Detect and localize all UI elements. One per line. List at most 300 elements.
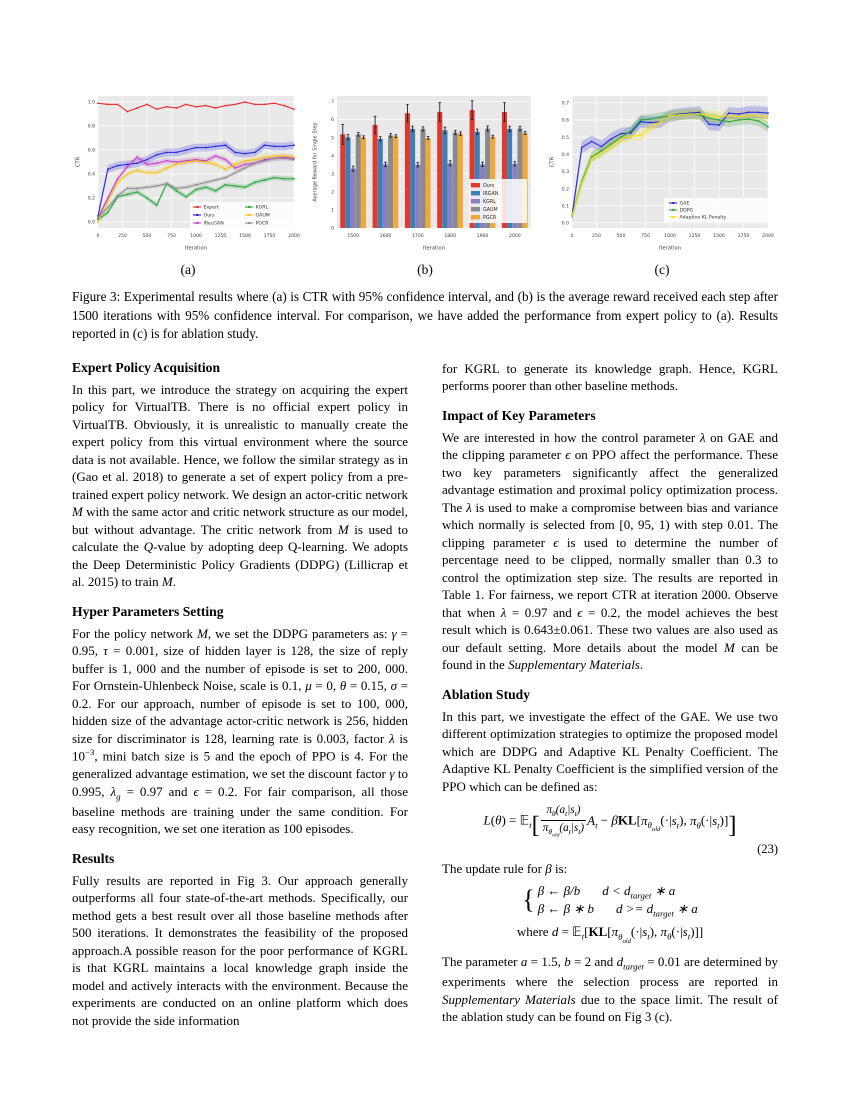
paragraph-expert-policy xyxy=(72,381,408,591)
reference-supplementary-materials: Supplementary Materials xyxy=(508,657,640,673)
data-point xyxy=(767,126,769,128)
heading-impact-of-key-parameters: Impact of Key Parameters xyxy=(442,407,596,423)
equation-23 xyxy=(442,804,778,856)
math-mu: μ xyxy=(305,678,312,694)
data-point xyxy=(274,158,276,160)
bar xyxy=(361,137,366,228)
math-M: M xyxy=(724,639,735,655)
math-b: b xyxy=(564,953,571,969)
bar xyxy=(393,136,398,228)
data-point xyxy=(601,150,603,152)
bar xyxy=(442,130,447,228)
legend-marker xyxy=(196,206,198,208)
chart-text: Expert xyxy=(203,205,219,211)
data-point xyxy=(244,164,246,166)
heading-results: Results xyxy=(72,850,115,866)
chart-text: CTR xyxy=(549,156,556,168)
text-run: = 0.95, xyxy=(72,625,408,659)
chart-text: 250 xyxy=(592,234,601,239)
data-point xyxy=(718,116,720,118)
data-point xyxy=(254,162,256,164)
data-point xyxy=(117,178,119,180)
chart-text: DDPG xyxy=(679,208,694,214)
chart-text: 1000 xyxy=(664,234,676,239)
math-epsilon: ϵ xyxy=(577,604,583,620)
data-point xyxy=(254,182,256,184)
chart-text: IRecGAN xyxy=(203,221,224,227)
data-point xyxy=(571,215,573,217)
chart-text: 4 xyxy=(331,154,334,160)
chart-text: 0.1 xyxy=(561,204,569,210)
chart-text: 0.7 xyxy=(561,101,569,107)
paragraph-kgrl-continued: for KGRL to generate its knowledge graph. Hence, KGRL performs poorer than other baseline methods. xyxy=(442,361,778,394)
data-point xyxy=(293,178,295,180)
data-point xyxy=(283,178,285,180)
data-point xyxy=(127,164,128,166)
chart-text: 0.2 xyxy=(561,187,569,193)
paragraph-update-rule xyxy=(442,860,778,877)
paragraph-results: Fully results are reported in Fig 3. Our approach generally outperforms all four state-of-the-art methods. Specifically, our method gets a best result over all those baseline methods after 500 iterations. It demonstrates the feasibility of the proposed approach.A possible reason for the poor performance of KGRL is that KGRL maintains a local knowledge graph inside the model and actively interacts with the environment. Because the experiments are conducted on an online platform which does not provide the side information xyxy=(72,872,408,1028)
text-run: = 1.5, xyxy=(527,953,565,969)
chart-text: 0.6 xyxy=(87,148,95,154)
data-point xyxy=(205,147,207,149)
data-point xyxy=(215,190,217,192)
data-point xyxy=(156,185,158,187)
math-gamma: γ xyxy=(389,766,395,782)
data-point xyxy=(293,159,295,161)
case-row-2: β ← β ∗ b $d >= d_{target}$ ∗ a xyxy=(537,900,698,919)
bar xyxy=(437,112,442,228)
data-point xyxy=(195,160,197,162)
bar xyxy=(458,134,463,228)
legend-marker xyxy=(248,206,250,208)
chart-a-container xyxy=(72,90,304,252)
legend-swatch xyxy=(471,199,480,203)
sublabel-b: (b) xyxy=(417,262,433,277)
data-point xyxy=(176,164,178,166)
legend-marker xyxy=(672,216,674,218)
data-point xyxy=(176,190,178,192)
math-epsilon: ϵ xyxy=(193,783,199,799)
data-point xyxy=(97,102,99,104)
equation-beta-update xyxy=(442,877,778,945)
text-run: with the same actor and critic network structure as our model, but without advantage. The critic network from xyxy=(72,504,408,537)
data-point xyxy=(127,166,128,168)
data-point xyxy=(195,189,197,191)
data-point xyxy=(234,164,236,166)
data-point xyxy=(748,115,750,117)
data-point xyxy=(757,115,759,117)
math-theta: θ xyxy=(339,678,347,694)
math-lambda: λ xyxy=(466,499,472,515)
data-point xyxy=(679,114,681,116)
text-run: For the policy network xyxy=(72,625,198,641)
chart-text: 0.0 xyxy=(561,221,569,227)
data-point xyxy=(156,204,158,206)
data-point xyxy=(225,168,227,170)
math-d: d xyxy=(616,953,624,969)
chart-text: 2000 xyxy=(762,234,774,239)
data-point xyxy=(185,196,187,198)
heading-expert-policy-acquisition: Expert Policy Acquisition xyxy=(72,360,221,375)
chart-b xyxy=(309,90,541,252)
chart-text: Ours xyxy=(203,213,215,219)
two-column-body xyxy=(72,360,778,1029)
data-point xyxy=(107,201,109,203)
data-point xyxy=(127,173,128,175)
text-run: We are interested in how the control parameter xyxy=(442,429,700,445)
chart-text: 1 xyxy=(331,208,334,214)
data-point xyxy=(176,161,178,163)
data-point xyxy=(630,136,632,138)
data-point xyxy=(650,118,652,120)
chart-text: 0 xyxy=(96,234,100,239)
paragraph-impact-key-parameters xyxy=(442,429,778,674)
chart-text: 1250 xyxy=(688,234,701,239)
math-epsilon: ϵ xyxy=(553,534,559,550)
left-brace-glyph: { xyxy=(522,885,535,915)
chart-text: 1700 xyxy=(411,234,424,239)
math-M: M xyxy=(337,521,349,537)
legend-swatch xyxy=(471,215,480,219)
chart-text: 0.4 xyxy=(87,172,95,178)
chart-text: GAUM xyxy=(255,213,270,219)
data-point xyxy=(127,194,128,196)
data-point xyxy=(136,107,138,109)
math-epsilon: ϵ xyxy=(565,447,571,463)
data-point xyxy=(640,119,642,121)
figure-caption: Figure 3: Experimental results where (a) is CTR with 95% confidence interval, and (b) is the average reward received each step after 1500 iterations with 95% confidence interval. For comparison, we have added the performance from expert policy to (a). Results reported in (c) is for ablation study. xyxy=(72,289,778,342)
data-point xyxy=(176,188,178,190)
bar xyxy=(383,164,388,228)
charts-row xyxy=(72,90,778,252)
data-point xyxy=(591,141,593,143)
legend-marker xyxy=(248,222,250,224)
math-a: a xyxy=(520,953,528,969)
right-column xyxy=(442,360,778,1029)
data-point xyxy=(738,116,740,118)
sublabel-c: (c) xyxy=(654,262,670,277)
text-run: to 0.995, xyxy=(72,766,408,799)
text-run: = 0.15, xyxy=(346,678,391,694)
math-exponent: −3 xyxy=(85,747,95,758)
data-point xyxy=(718,119,720,121)
text-run: is used to determine the number of percentage need to be clipped, normally smaller than 0.3 to control the optimization step size. The results are reported in Table 1. For fairness, we report CTR at iteration 2000. Observe that when xyxy=(442,534,778,620)
chart-text: 2000 xyxy=(288,234,300,239)
data-point xyxy=(127,111,128,113)
data-point xyxy=(264,144,266,146)
math-beta: β xyxy=(545,860,552,876)
bar xyxy=(340,134,345,228)
data-point xyxy=(176,152,178,154)
chart-text: 2000 xyxy=(508,234,521,239)
chart-text: 750 xyxy=(641,234,650,239)
bar xyxy=(420,129,425,228)
data-point xyxy=(136,162,138,164)
data-point xyxy=(176,107,178,109)
math-gamma: γ xyxy=(391,625,397,641)
data-point xyxy=(107,207,109,209)
data-point xyxy=(205,161,207,163)
data-point xyxy=(630,132,632,134)
data-point xyxy=(166,167,168,169)
chart-text: 1000 xyxy=(190,234,202,239)
data-point xyxy=(117,104,119,106)
data-point xyxy=(728,121,730,123)
data-point xyxy=(718,124,720,126)
data-point xyxy=(244,167,246,169)
chart-text: 500 xyxy=(616,234,626,239)
text-run: is: xyxy=(551,860,568,876)
data-point xyxy=(107,197,109,199)
chart-text: 1500 xyxy=(347,234,360,239)
chart-text: Iteration xyxy=(422,245,446,252)
data-point xyxy=(283,155,285,157)
bar xyxy=(378,139,383,228)
data-point xyxy=(185,161,187,163)
data-point xyxy=(234,185,236,187)
data-point xyxy=(107,212,109,214)
chart-text: 0.4 xyxy=(561,152,569,158)
chart-text: KGRL xyxy=(255,205,269,211)
legend-swatch xyxy=(471,191,480,195)
case-row-1: β ← β/b $d < d_{target}$ ∗ a xyxy=(537,883,676,901)
data-point xyxy=(728,112,730,114)
text-run: = 0.2. For fair comparison, all those baseline methods are training under the same condition. For easy recognition, we set one iteration as 100 episodes. xyxy=(72,783,408,837)
heading-ablation-study: Ablation Study xyxy=(442,686,531,702)
text-run: on GAE and the clipping parameter xyxy=(442,429,778,463)
text-run: is used to make a compromise between bias and variance which normally is selected from [0, 95, 1) with step 0.01. The clipping parameter xyxy=(442,499,778,550)
text-run: = 0.97 and xyxy=(506,604,578,620)
chart-legend xyxy=(190,202,294,228)
data-point xyxy=(591,158,593,160)
paragraph-parameters-abd xyxy=(442,953,778,1026)
chart-text: 0 xyxy=(331,226,334,232)
chart-text: 3 xyxy=(331,172,334,178)
data-point xyxy=(146,104,148,106)
data-point xyxy=(117,165,119,167)
chart-text: 1500 xyxy=(713,234,725,239)
chart-text: 0.2 xyxy=(87,196,95,202)
chart-text: Average Reward for Single Step xyxy=(312,122,319,202)
text-run: = 0.2, the model achieves the best result which is 0.643±0.061. These two values are also used as our default setting. More details about the model xyxy=(442,604,778,655)
data-point xyxy=(107,168,109,170)
data-point xyxy=(591,156,593,158)
data-point xyxy=(610,138,612,140)
bar xyxy=(453,133,458,228)
data-point xyxy=(215,107,217,109)
chart-text: 1250 xyxy=(214,234,227,239)
data-point xyxy=(620,133,622,135)
data-point xyxy=(166,152,168,154)
data-point xyxy=(274,146,276,148)
data-point xyxy=(205,182,207,184)
data-point xyxy=(650,127,652,129)
chart-legend xyxy=(664,198,768,222)
text-run: In this part, we introduce the strategy on acquiring the expert policy for VirtualTB. There is no official expert policy in VirtualTB. Obviously, it is unrealistic to manually create the expert policy from this virtual environment where the source data is not available. Hence, we follow the similar strategy as in (Gao et al. 2018) to generate a set of expert policy from a pre-trained expert policy network. We design an actor-critic network xyxy=(72,382,408,502)
chart-text: 500 xyxy=(142,234,152,239)
data-point xyxy=(117,182,119,184)
data-point xyxy=(185,104,187,106)
data-point xyxy=(136,170,138,172)
data-point xyxy=(254,104,256,106)
data-point xyxy=(708,115,710,117)
text-run: is 10 xyxy=(72,730,408,764)
bar xyxy=(448,163,453,228)
data-point xyxy=(601,152,603,154)
where-clause: where $d = 𝔼_t[KL[\pi_{\theta_{old}}(\cdot|s_t)$, $\pi_\theta(\cdot|s_t)$]] xyxy=(516,924,704,945)
math-sigma: σ xyxy=(390,678,397,694)
left-column xyxy=(72,360,408,1029)
chart-text: Adaptive KL Penalty xyxy=(679,215,727,221)
chart-text: GAE xyxy=(679,201,690,207)
data-point xyxy=(195,184,197,186)
data-point xyxy=(728,115,730,117)
bar xyxy=(351,169,356,228)
chart-text: 1800 xyxy=(444,234,457,239)
data-point xyxy=(136,156,138,158)
data-point xyxy=(156,162,158,164)
chart-text: PGCR xyxy=(255,221,269,227)
math-M: M xyxy=(72,504,83,520)
heading-hyper-parameters-setting: Hyper Parameters Setting xyxy=(72,603,224,619)
data-point xyxy=(205,186,207,188)
chart-text: 1500 xyxy=(239,234,251,239)
math-subscript-g: g xyxy=(116,791,121,802)
chart-text: 0.5 xyxy=(561,135,569,141)
text-run: = 0.001, size of hidden layer is 128, the size of reply buffer is 1, 000 and the number of episode is set to 200, 000. For Ornstein-Uhlenbeck Noise, scale is 0.1, xyxy=(72,643,408,694)
data-point xyxy=(195,106,197,108)
text-run: due to the space limit. The result of the ablation study can be found on Fig 3 (c). xyxy=(442,991,778,1025)
data-point xyxy=(640,135,642,137)
data-point xyxy=(244,186,246,188)
data-point xyxy=(225,184,227,186)
chart-text: 250 xyxy=(118,234,127,239)
text-run: is used to calculate the xyxy=(72,521,408,555)
data-point xyxy=(156,108,158,110)
bar xyxy=(405,113,410,228)
math-lambda-g: λ xyxy=(110,783,117,799)
chart-text: 1900 xyxy=(476,234,489,239)
text-run: , we set the DDPG parameters as: xyxy=(207,625,392,641)
data-point xyxy=(581,147,583,149)
math-lambda: λ xyxy=(388,730,395,746)
data-point xyxy=(244,153,246,155)
data-point xyxy=(136,188,138,190)
text-run: , mini batch size is 5 and the epoch of PPO is 4. For the generalized advantage estimation, we set the discount factor xyxy=(72,748,408,782)
data-point xyxy=(630,130,632,132)
reference-supplementary-materials: Supplementary Materials xyxy=(442,991,576,1007)
chart-legend xyxy=(469,179,527,223)
data-point xyxy=(225,177,227,179)
data-point xyxy=(225,105,227,107)
data-point xyxy=(97,221,99,223)
paragraph-hyper-parameters xyxy=(72,625,408,838)
equation-23-body: L(θ) = 𝔼$_t$[ $\frac{\pi_\theta(a_t|s_t)}{\pi_{\theta_{old}}(a_t|s_t)}$ $A_t - \beta KL[\pi_{\theta_{old}}(\cdot|s_t)$, $\pi_\theta(\cdot|s_t)$]] xyxy=(483,804,737,839)
data-point xyxy=(185,149,187,151)
text-run: on PPO affect the performance. These two key parameters significantly affect the generalized advantage estimation and proximal policy optimization process. The xyxy=(442,447,778,515)
data-point xyxy=(650,122,652,124)
data-point xyxy=(274,155,276,157)
equation-23-number: (23) xyxy=(757,841,778,856)
data-point xyxy=(215,179,217,181)
data-point xyxy=(185,186,187,188)
chart-text: 0.3 xyxy=(561,170,569,176)
math-lambda: λ xyxy=(699,429,706,445)
data-point xyxy=(767,112,769,114)
text-run: = 0.01 are determined by experiments where the selection process are reported in xyxy=(442,953,778,990)
data-point xyxy=(264,104,266,106)
data-point xyxy=(283,146,285,148)
chart-text: IRGAN xyxy=(483,192,499,197)
bar xyxy=(388,135,393,228)
bar xyxy=(373,125,378,228)
chart-text: CTR xyxy=(75,156,82,168)
data-point xyxy=(166,106,168,108)
chart-text: 1750 xyxy=(737,234,750,239)
chart-text: 1600 xyxy=(379,234,392,239)
data-point xyxy=(610,143,612,145)
data-point xyxy=(669,115,671,117)
data-point xyxy=(274,177,276,179)
data-point xyxy=(156,172,158,174)
legend-marker xyxy=(196,214,198,216)
chart-c-container xyxy=(546,90,778,252)
data-point xyxy=(581,183,583,185)
legend-swatch xyxy=(471,207,480,211)
sublabel-a: (a) xyxy=(180,262,196,277)
bar xyxy=(426,138,431,228)
data-point xyxy=(659,121,661,123)
chart-b-container xyxy=(309,90,541,252)
data-point xyxy=(757,112,759,114)
paragraph-ablation-study: In this part, we investigate the effect of the GAE. We use two different optimization strategies to optimize the proposed model which are DDPG and Adaptive KL Penalty Coefficient. The Adaptive KL Penalty Coefficient is the simplified version of the PPO which can be defined as: xyxy=(442,708,778,794)
data-point xyxy=(283,158,285,160)
data-point xyxy=(234,152,236,154)
chart-c xyxy=(546,90,778,252)
data-point xyxy=(699,113,701,115)
data-point xyxy=(117,195,119,197)
math-M: M xyxy=(197,625,208,641)
data-point xyxy=(264,179,266,181)
legend-marker xyxy=(672,209,674,211)
data-point xyxy=(620,136,622,138)
data-point xyxy=(127,188,128,190)
data-point xyxy=(146,197,148,199)
bar xyxy=(415,165,420,228)
data-point xyxy=(146,186,148,188)
data-point xyxy=(767,117,769,119)
data-point xyxy=(293,108,295,110)
chart-text: Iteration xyxy=(184,245,208,252)
chart-text: Ours xyxy=(483,184,495,189)
chart-text: 2 xyxy=(331,190,334,196)
legend-marker xyxy=(196,222,198,224)
data-point xyxy=(264,156,266,158)
chart-text: KGRL xyxy=(483,200,496,205)
chart-a xyxy=(72,90,304,252)
data-point xyxy=(748,112,750,114)
data-point xyxy=(215,164,217,166)
data-point xyxy=(738,113,740,115)
figure-sublabels xyxy=(72,262,778,278)
data-point xyxy=(146,164,148,166)
data-point xyxy=(748,118,750,120)
data-point xyxy=(205,105,207,107)
math-M: M xyxy=(161,574,173,590)
data-point xyxy=(699,112,701,114)
data-point xyxy=(293,144,295,146)
